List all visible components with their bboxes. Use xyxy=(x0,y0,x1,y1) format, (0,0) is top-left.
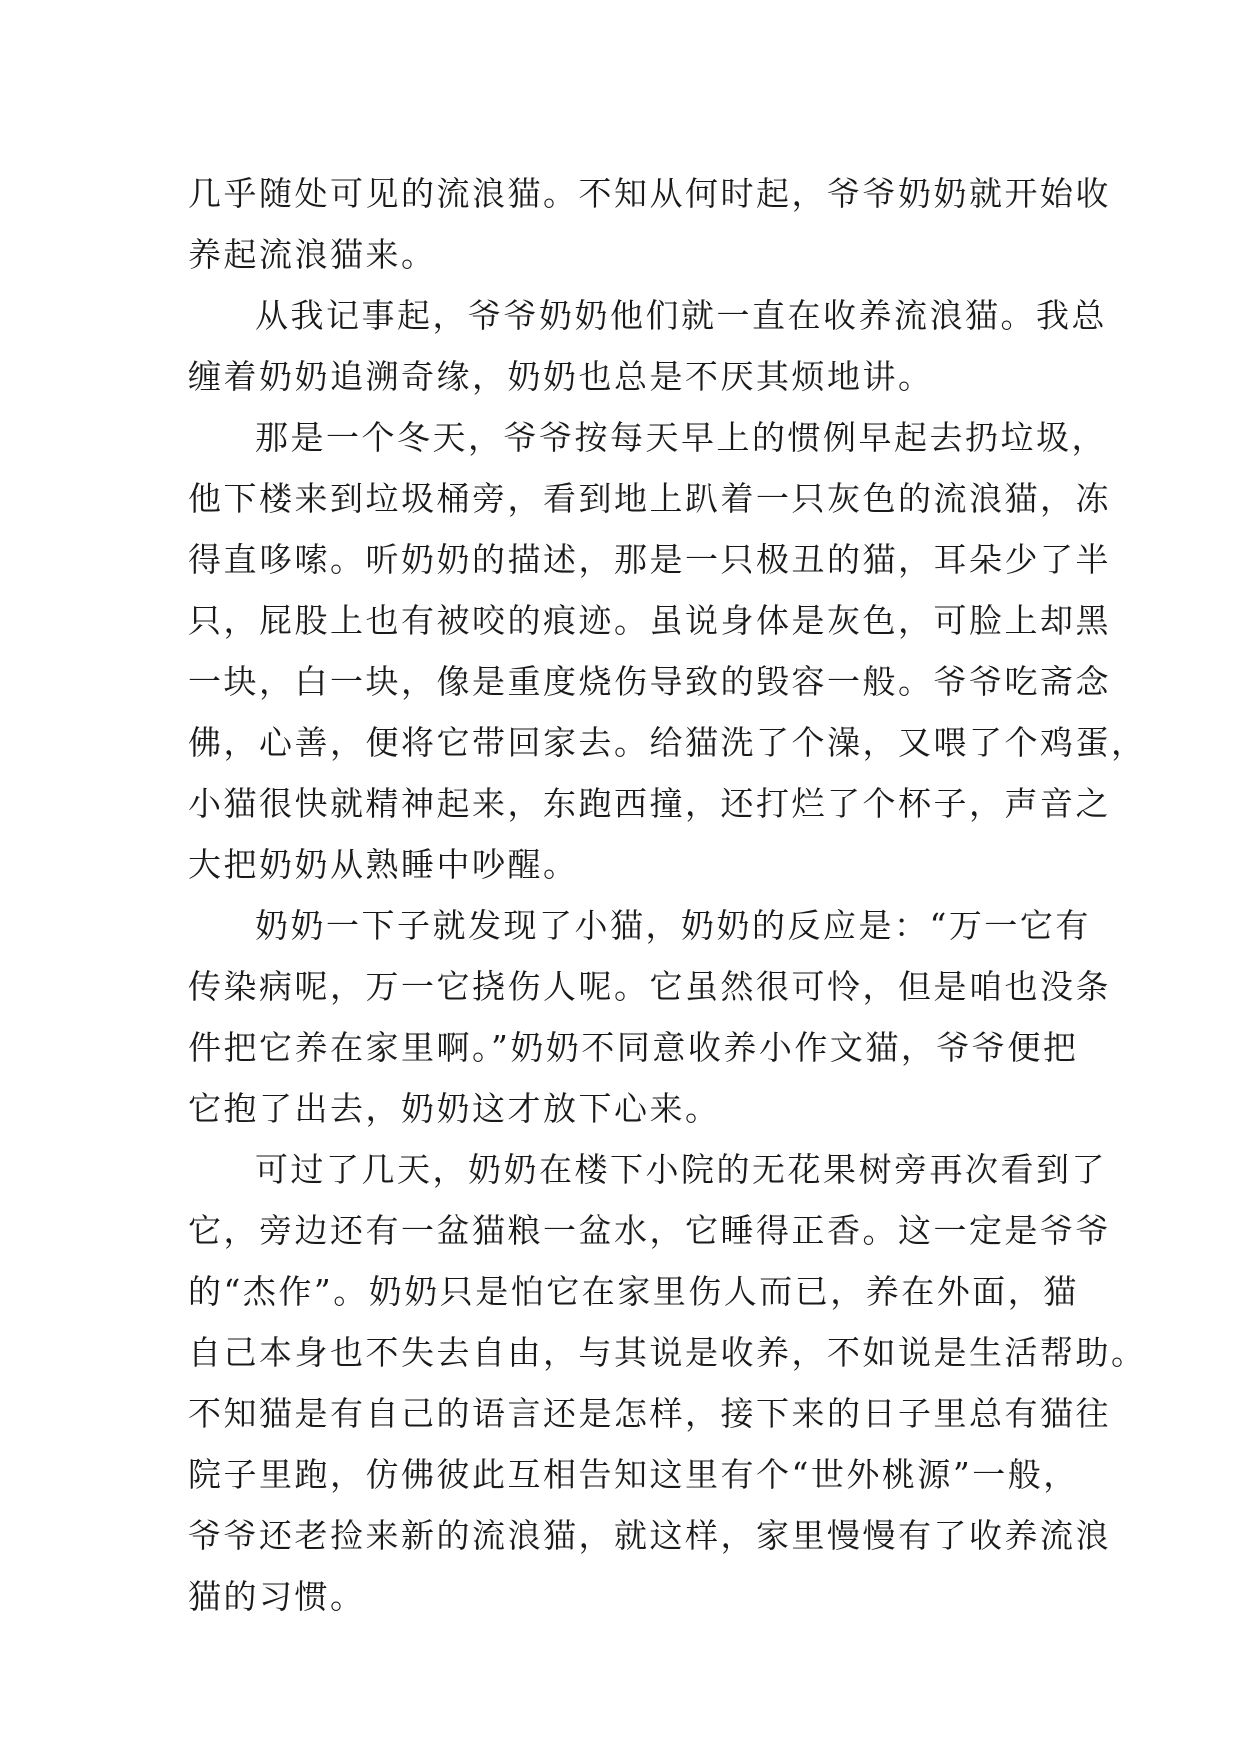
text-line: 它抱了出去，奶奶这才放下心来。 xyxy=(188,1089,721,1128)
text-line: 得直哆嗦。听奶奶的描述，那是一只极丑的猫，耳朵少了半 xyxy=(188,540,1111,579)
paragraph xyxy=(188,163,1111,285)
text-line: 猫的习惯。 xyxy=(188,1577,366,1616)
text-line: 一块，白一块，像是重度烧伤导致的毁容一般。爷爷吃斋念 xyxy=(188,662,1111,701)
text-line: 大把奶奶从熟睡中吵醒。 xyxy=(188,845,579,884)
text-line: 佛，心善，便将它带回家去。给猫洗了个澡，又喂了个鸡蛋， xyxy=(188,723,1147,762)
paragraph xyxy=(188,1139,1147,1627)
text-line: 件把它养在家里啊。”奶奶不同意收养小作文猫，爷爷便把 xyxy=(188,1028,1079,1067)
text-line: 可过了几天，奶奶在楼下小院的无花果树旁再次看到了 xyxy=(255,1150,1107,1189)
paragraph xyxy=(188,407,1147,895)
text-line: 的“杰作”。奶奶只是怕它在家里伤人而已，养在外面，猫 xyxy=(188,1272,1079,1311)
text-line: 传染病呢，万一它挠伤人呢。它虽然很可怜，但是咱也没条 xyxy=(188,967,1111,1006)
text-line: 他下楼来到垃圾桶旁，看到地上趴着一只灰色的流浪猫，冻 xyxy=(188,479,1111,518)
paragraph xyxy=(188,285,1107,407)
text-line: 自己本身也不失去自由，与其说是收养，不如说是生活帮助。 xyxy=(188,1333,1147,1372)
text-line: 不知猫是有自己的语言还是怎样，接下来的日子里总有猫往 xyxy=(188,1394,1111,1433)
paragraph xyxy=(188,895,1111,1139)
text-line: 养起流浪猫来。 xyxy=(188,235,437,274)
text-line: 它，旁边还有一盆猫粮一盆水，它睡得正香。这一定是爷爷 xyxy=(188,1211,1111,1250)
text-line: 院子里跑，仿佛彼此互相告知这里有个“世外桃源”一般， xyxy=(188,1455,1079,1494)
text-line: 缠着奶奶追溯奇缘，奶奶也总是不厌其烦地讲。 xyxy=(188,357,934,396)
text-line: 只，屁股上也有被咬的痕迹。虽说身体是灰色，可脸上却黑 xyxy=(188,601,1111,640)
text-line: 奶奶一下子就发现了小猫，奶奶的反应是：“万一它有 xyxy=(255,906,1091,945)
text-line: 几乎随处可见的流浪猫。不知从何时起，爷爷奶奶就开始收 xyxy=(188,174,1111,213)
document-body xyxy=(188,163,1147,1627)
text-line: 那是一个冬天，爷爷按每天早上的惯例早起去扔垃圾， xyxy=(255,418,1107,457)
text-line: 从我记事起，爷爷奶奶他们就一直在收养流浪猫。我总 xyxy=(255,296,1107,335)
text-line: 爷爷还老捡来新的流浪猫，就这样，家里慢慢有了收养流浪 xyxy=(188,1516,1111,1555)
text-line: 小猫很快就精神起来，东跑西撞，还打烂了个杯子，声音之 xyxy=(188,784,1111,823)
